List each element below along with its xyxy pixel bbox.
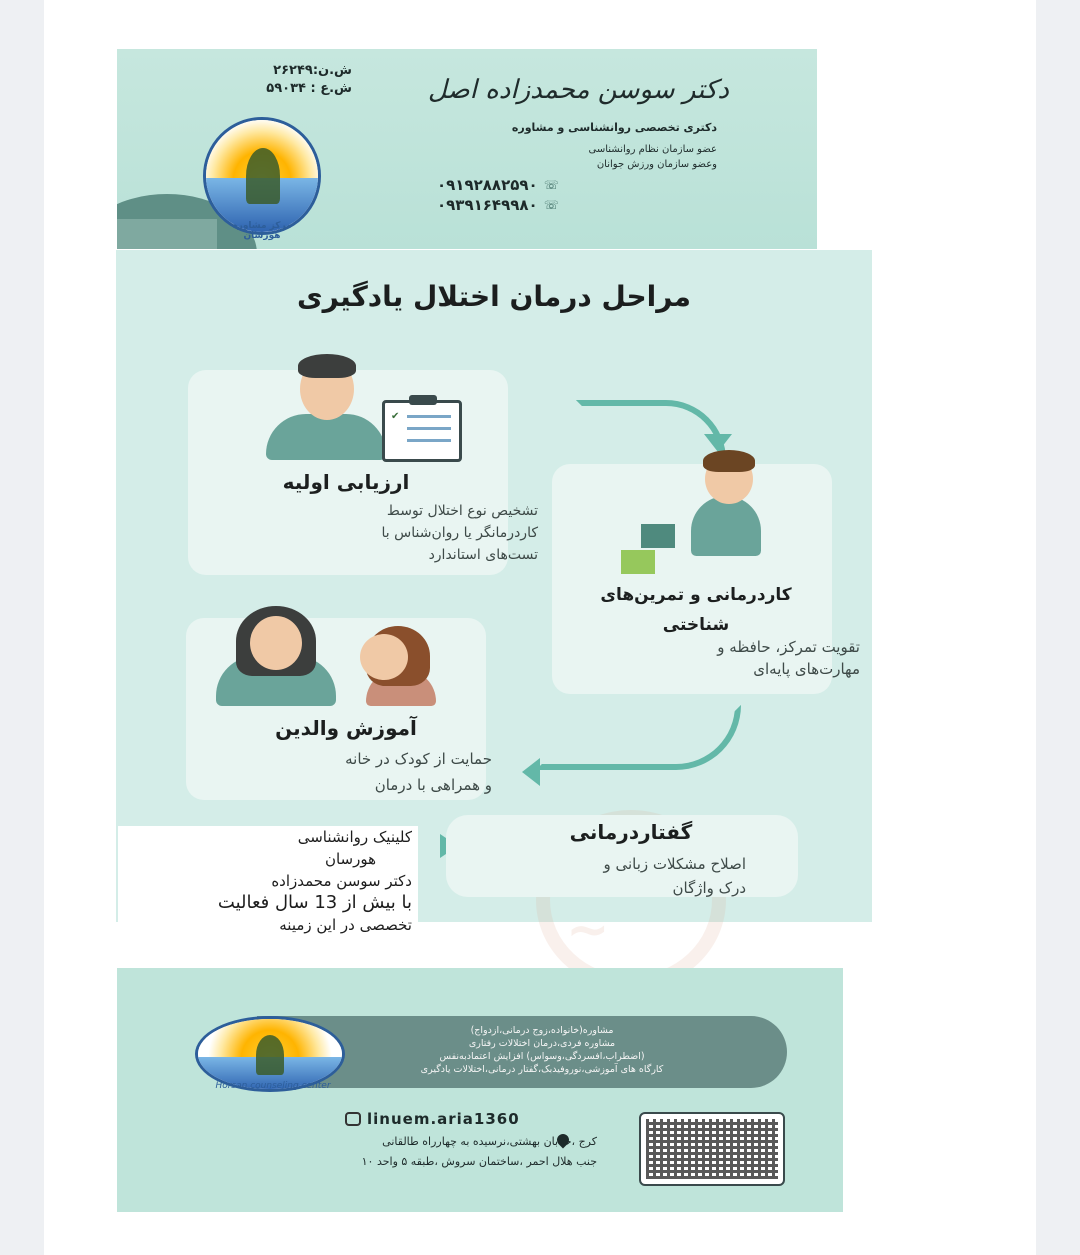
step-3-desc-line: و همراهی با درمان bbox=[374, 776, 492, 794]
clinic-note-line: با بیش از 13 سال فعالیت bbox=[217, 892, 412, 913]
tree-icon bbox=[256, 1035, 284, 1075]
clinic-logo-icon bbox=[203, 117, 321, 235]
child-playing-illustration-icon bbox=[621, 454, 791, 574]
step-4-desc-line: درک واژگان bbox=[672, 879, 746, 897]
clipboard-icon bbox=[382, 400, 462, 462]
registration-numbers bbox=[212, 62, 352, 98]
clinic-note-line: دکتر سوسن محمدزاده bbox=[271, 872, 412, 890]
service-item: (اضطراب،افسردگی،وسواس) افزایش اعتمادبه‌نفس bbox=[439, 1051, 645, 1062]
parent-child-illustration-icon bbox=[216, 606, 436, 706]
child-body-icon bbox=[691, 496, 761, 556]
address-line: جنب هلال احمر ،ساختمان سروش ،طبقه ۵ واحد ۱۰ bbox=[361, 1155, 597, 1168]
step-2-desc-line: تقویت تمرکز، حافظه و bbox=[717, 638, 860, 656]
step-2-desc bbox=[576, 636, 860, 680]
doctor-body-icon bbox=[266, 414, 386, 460]
qr-pattern-icon bbox=[646, 1119, 778, 1179]
instagram-icon bbox=[345, 1112, 361, 1126]
instagram-handle[interactable] bbox=[345, 1110, 520, 1128]
step-1-title: ارزیابی اولیه bbox=[282, 470, 410, 494]
registration-number-1: ش.ن:۲۶۲۴۹ bbox=[273, 63, 352, 78]
clipboard-clip-icon bbox=[409, 395, 437, 405]
phone-icon: ☏ bbox=[543, 178, 559, 192]
qr-code-icon[interactable] bbox=[639, 1112, 785, 1186]
step-3-desc-line: حمایت از کودک در خانه bbox=[345, 750, 492, 768]
step-2-title-line: شناختی bbox=[662, 615, 730, 635]
doctor-credentials bbox=[417, 121, 717, 174]
business-card-bottom bbox=[117, 968, 843, 1212]
clinic-note-line: کلینیک روانشناسی bbox=[297, 828, 412, 846]
logo-caption: مرکز مشاوره هورسان bbox=[232, 221, 292, 241]
step-2-title-line: کاردرمانی و تمرین‌های bbox=[600, 585, 792, 605]
girl-head-icon bbox=[360, 634, 408, 680]
step-1-desc-line: کاردرمانگر یا روان‌شناس با bbox=[381, 525, 538, 541]
phone-list bbox=[437, 176, 677, 216]
step-4-title: گفتاردرمانی bbox=[569, 820, 693, 844]
phone-number-1: ۰۹۱۹۲۸۸۲۵۹۰ bbox=[437, 176, 538, 194]
step-2-desc-line: مهارت‌های پایه‌ای bbox=[753, 660, 860, 678]
service-item: مشاوره(خانواده،زوج درمانی،ازدواج) bbox=[470, 1025, 614, 1036]
clinic-note bbox=[118, 826, 418, 936]
child-hair-icon bbox=[703, 450, 755, 472]
clipboard-line-icon bbox=[407, 427, 451, 430]
services-list bbox=[307, 1024, 777, 1076]
phone-icon: ☏ bbox=[543, 198, 559, 212]
step-1-desc bbox=[208, 500, 538, 566]
watermark-icon: ~ bbox=[566, 900, 610, 960]
mother-head-icon bbox=[250, 616, 302, 670]
instagram-text: linuem.aria1360 bbox=[367, 1110, 520, 1128]
step-2-title bbox=[566, 580, 826, 640]
address-line: کرج ،خیابان بهشتی،نرسیده به چهارراه طالقانی bbox=[382, 1135, 597, 1148]
step-4-desc-line: اصلاح مشکلات زبانی و bbox=[603, 855, 746, 873]
doctor-name: دکتر سوسن محمدزاده اصل bbox=[427, 75, 729, 105]
tree-icon bbox=[246, 148, 280, 204]
clinic-note-line: تخصصی در این زمینه bbox=[279, 916, 412, 934]
step-4-desc bbox=[506, 852, 746, 900]
block-icon bbox=[621, 550, 655, 574]
phone-row[interactable] bbox=[437, 196, 677, 214]
clipboard-line-icon bbox=[407, 439, 451, 442]
step-3-desc bbox=[212, 746, 492, 798]
service-item: کارگاه های آموزشی،نوروفیدبک،گفتار درمانی،اختلالات یادگیری bbox=[420, 1064, 664, 1075]
membership-1: عضو سازمان نظام روانشناسی bbox=[588, 144, 717, 155]
arrow-2-icon bbox=[536, 705, 741, 770]
service-item: مشاوره فردی،درمان اختلالات رفتاری bbox=[468, 1038, 616, 1049]
clinic-note-line: هورسان bbox=[324, 850, 376, 868]
step-1-desc-line: تست‌های استاندارد bbox=[428, 547, 538, 563]
block-icon bbox=[641, 524, 675, 548]
doctor-illustration-icon bbox=[266, 354, 386, 460]
membership-2: وعضو سازمان ورزش جوانان bbox=[596, 159, 717, 170]
phone-number-2: ۰۹۳۹۱۶۴۹۹۸۰ bbox=[437, 196, 538, 214]
address bbox=[207, 1132, 597, 1172]
infographic-title: مراحل درمان اختلال یادگیری bbox=[297, 280, 691, 313]
step-3-title: آموزش والدین bbox=[275, 716, 417, 740]
decorative-wave-bar bbox=[117, 219, 217, 249]
step-1-desc-line: تشخیص نوع اختلال توسط bbox=[386, 503, 538, 519]
arrow-2-head-icon bbox=[522, 758, 540, 786]
check-icon: ✔ bbox=[391, 411, 400, 422]
doctor-title: دکتری تخصصی روانشناسی و مشاوره bbox=[511, 121, 717, 134]
business-card-top bbox=[117, 49, 817, 249]
registration-number-2: ش.ع : ۵۹۰۳۴ bbox=[266, 81, 352, 96]
clipboard-line-icon bbox=[407, 415, 451, 418]
logo-caption: Horsan counseling center bbox=[215, 1081, 331, 1091]
doctor-hair-icon bbox=[298, 354, 356, 378]
phone-row[interactable] bbox=[437, 176, 677, 194]
